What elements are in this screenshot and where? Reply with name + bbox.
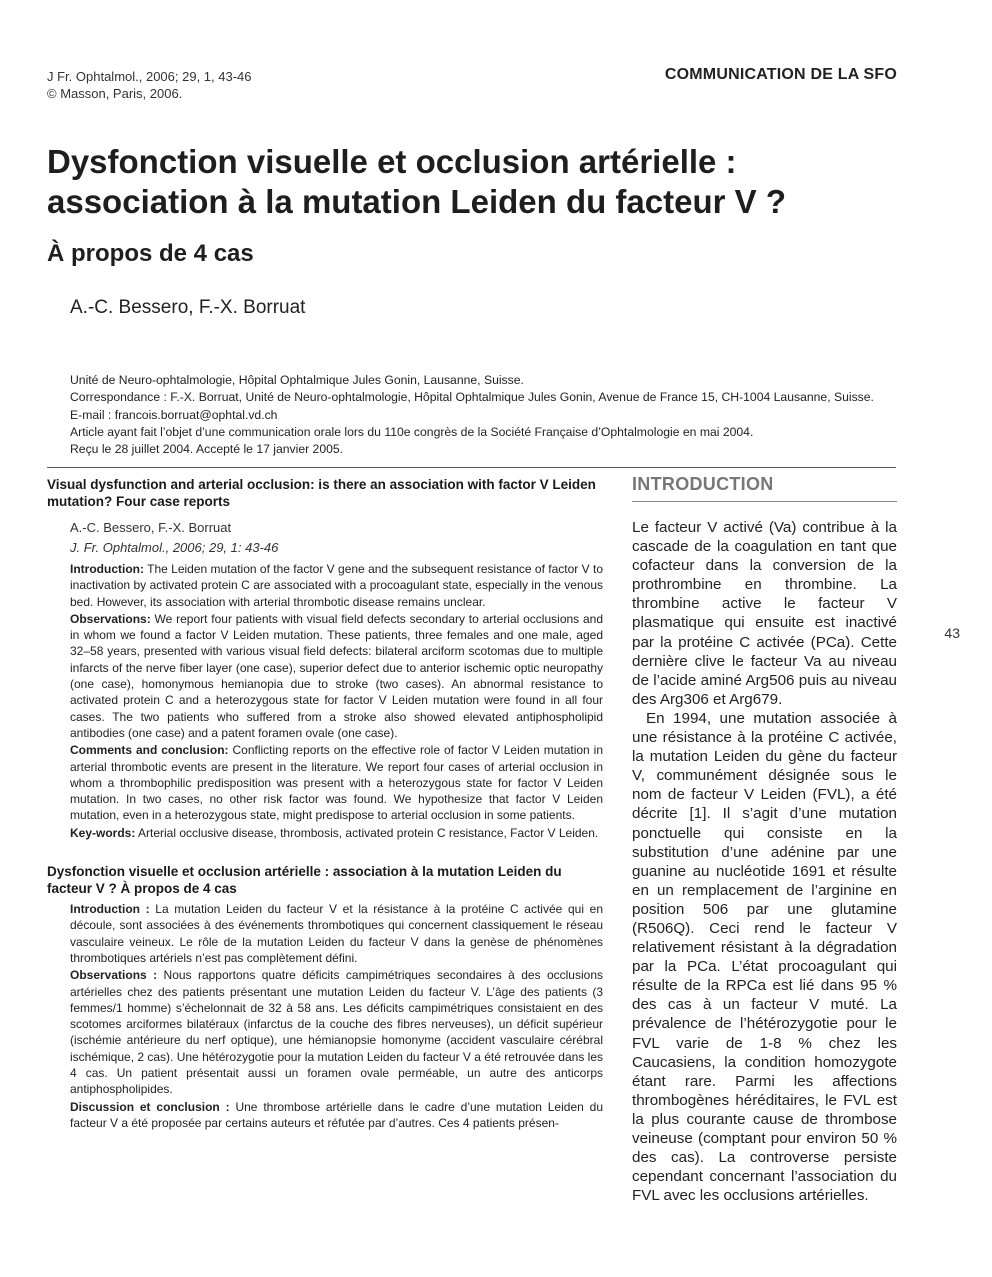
abstract-en-citation: J. Fr. Ophtalmol., 2006; 29, 1: 43-46 (70, 540, 279, 555)
label: Observations : (70, 968, 158, 983)
divider (47, 467, 896, 468)
article-title (47, 142, 927, 222)
abstract-en-introduction (70, 561, 603, 610)
resume-fr-introduction (70, 901, 603, 966)
label: Key-words: (70, 825, 136, 840)
page-number: 43 (944, 625, 960, 641)
article-authors: A.-C. Bessero, F.-X. Borruat (70, 297, 306, 318)
abstracts-column (47, 476, 603, 1132)
text: Conflicting reports on the effective role of factor V Leiden mutation in arterial thrombotic events are present in the literature. We report four cases of arterial occlusion in whom a thrombophilic predisposition was present with a heterozygous state for factor V Leiden mutation. In two cases, no other risk factor was found. We hypothesize that factor V Leiden mutation, even in a heterozygous state, might predispose to arterial occlusion in some patients. (70, 743, 603, 823)
text: Arterial occlusive disease, thrombosis, activated protein C resistance, Factor V Leiden. (138, 825, 599, 840)
label: Introduction : (70, 902, 150, 917)
abstract-en-title: Visual dysfunction and arterial occlusion: is there an association with factor V Leiden mutation? Four case reports (47, 477, 596, 509)
introduction-body (632, 518, 897, 1205)
affiliation-line: Reçu le 28 juillet 2004. Accepté le 17 janvier 2005. (70, 442, 344, 457)
affiliation-line: Article ayant fait l’objet d’une communication orale lors du 110e congrès de la Société Française d’Ophtalmologie en mai 2004. (70, 424, 754, 439)
resume-fr-discussion (70, 1099, 603, 1132)
title-line-2: association à la mutation Leiden du facteur V ? (47, 183, 786, 220)
section-label: COMMUNICATION DE LA SFO (664, 66, 897, 83)
label: Comments and conclusion: (70, 743, 229, 758)
resume-fr-observations (70, 967, 603, 1097)
affiliation-line: E-mail : francois.borruat@ophtal.vd.ch (70, 407, 278, 422)
abstract-en-observations (70, 611, 603, 741)
abstract-en-keywords (70, 825, 603, 841)
abstract-en-comments (70, 742, 603, 823)
journal-line-1: J Fr. Ophtalmol., 2006; 29, 1, 43-46 (47, 69, 252, 84)
journal-citation (47, 68, 252, 102)
text: Une thrombose artérielle dans le cadre d’une mutation Leiden du facteur V a été proposée par certains auteurs et réfutée par d’autres. Ces 4 patients présen- (70, 1099, 603, 1130)
label: Discussion et conclusion : (70, 1099, 230, 1114)
text: We report four patients with visual field defects secondary to arterial occlusions and in whom we found a factor V Leiden mutation. These patients, three females and one male, aged 32–58 years, presented with various visual field defects: bilateral arciform scotomas due to multiple infarcts of the nerve fiber layer (one case), superior defect due to anterior ischemic optic neuropathy (one case), homonymous hemianopia due to stroke (two cases). An abnormal resistance to activated protein C and a heterozygous state for factor V Leiden mutation were found in all four cases. The two patients who suffered from a stroke also showed elevated antiphospholipid antibodies (one case) and a patent foramen ovale (one case). (70, 611, 603, 740)
text: The Leiden mutation of the factor V gene and the subsequent resistance of factor V to inactivation by activated protein C are associated with a procoagulant state, especially in the venous bed. However, its association with arterial thrombotic disease remains unclear. (70, 562, 603, 609)
introduction-paragraph-1: Le facteur V activé (Va) contribue à la cascade de la coagulation en tant que cofacteur dans la conversion de la prothrombine en thrombine. La thrombine active le facteur V plasmatique qui ensuite est inactivé par la protéine C activée (PCa). Cette dernière clive le facteur Va au niveau de l’acide aminé Arg506 puis au niveau des Arg306 et Arg679. (632, 519, 897, 708)
text: La mutation Leiden du facteur V et la résistance à la protéine C activée qui en découle, sont associées à des événements thrombotiques qui concernent classiquement le réseau vasculaire veineux. Le rôle de la mutation Leiden du facteur V dans la genèse de phénomènes thrombotiques artériels n’est pas complètement défini. (70, 902, 603, 965)
abstract-en-authors: A.-C. Bessero, F.-X. Borruat (70, 520, 232, 535)
resume-fr-body (70, 901, 603, 1131)
journal-line-2: © Masson, Paris, 2006. (47, 86, 183, 101)
affiliations (70, 372, 930, 458)
label: Introduction: (70, 562, 144, 576)
label: Observations: (70, 611, 151, 626)
affiliation-line: Correspondance : F.-X. Borruat, Unité de Neuro-ophtalmologie, Hôpital Ophtalmique Jules Gonin, Avenue de France 15, CH-1004 Lausanne, Suisse. (70, 390, 874, 405)
article-subtitle: À propos de 4 cas (47, 240, 254, 267)
introduction-column (632, 474, 897, 1205)
resume-fr-title: Dysfonction visuelle et occlusion artérielle : association à la mutation Leiden du facteur V ? À propos de 4 cas (47, 864, 562, 897)
abstract-en-body (70, 561, 603, 841)
title-line-1: Dysfonction visuelle et occlusion artérielle : (47, 143, 737, 180)
affiliation-line: Unité de Neuro-ophtalmologie, Hôpital Ophtalmique Jules Gonin, Lausanne, Suisse. (70, 373, 524, 387)
introduction-paragraph-2: En 1994, une mutation associée à une résistance à la protéine C activée, la mutation Leiden du gène du facteur V, communément désignée sous le nom de facteur V Leiden (FVL), a été décrite [1]. Il s’agit d’une mutation ponctuelle qui consiste en la substitution d’une adénine par une guanine au nucléotide 1691 et résulte en un remplacement de l’arginine en position 506 par une glutamine (R506Q). Ceci rend le facteur V relativement résistant à la dégradation par la PCa. L’état procoagulant qui résulte de la RPCa est lié dans 95 % des cas à un facteur V muté. La prévalence de l’hétérozygotie pour le FVL varie de 1-8 % chez les Caucasiens, la condition homozygote étant rare. Parmi les affections thrombogènes héréditaires, le FVL est la plus courante cause de thrombose veineuse (comptant pour environ 50 % des cas). La controverse persiste cependant concernant l’association du FVL avec les occlusions artérielles. (632, 709, 897, 1205)
text: Nous rapportons quatre déficits campimétriques secondaires à des occlusions artérielles chez des patients présentant une mutation Leiden du facteur V. L’âge des patients (3 femmes/1 homme) s’échelonnait de 32 à 58 ans. Les déficits campimétriques consistaient en des scotomes arciformes bilatéraux (infarctus de la couche des fibres nerveuses), un déficit supérieur (ischémie antérieure du nerf optique), une hémianopsie homonyme (accident vasculaire cérébral ischémique, 2 cas). Une hétérozygotie pour la mutation Leiden du facteur V a été retrouvée dans les 4 cas. Un patient présentait aussi un foramen ovale perméable, un autre des anticorps antiphospholipides. (70, 968, 603, 1097)
introduction-heading: INTRODUCTION (632, 474, 897, 502)
